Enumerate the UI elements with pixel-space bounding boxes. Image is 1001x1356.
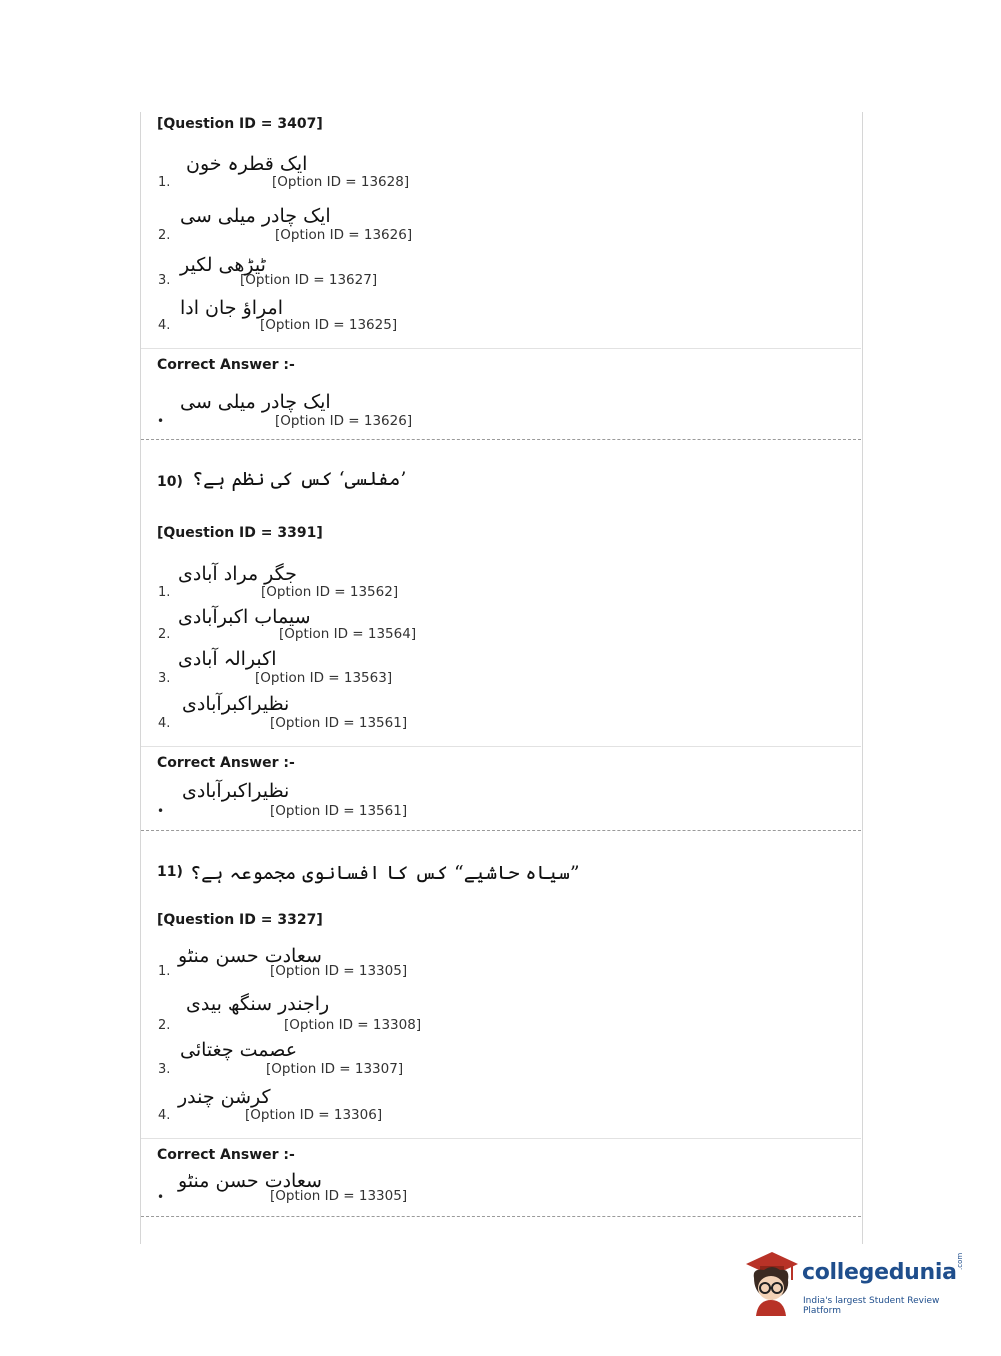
option-urdu-text: عصمت چغتائی (180, 1039, 298, 1061)
correct-urdu-text: سعادت حسن منٹو (178, 1170, 322, 1192)
option-urdu-text: جگر مراد آبادی (178, 563, 297, 585)
mascot-icon (742, 1250, 800, 1316)
correct-option-id: [Option ID = 13305] (270, 1188, 408, 1204)
option-urdu-text: راجندر سنگھ بیدی (186, 993, 330, 1015)
question-divider (141, 439, 861, 440)
option-id: [Option ID = 13562] (261, 584, 399, 600)
option-id: [Option ID = 13626] (275, 227, 413, 243)
divider (141, 348, 861, 349)
option-id: [Option ID = 13625] (260, 317, 398, 333)
option-id: [Option ID = 13628] (272, 174, 410, 190)
option-id: [Option ID = 13561] (270, 715, 408, 731)
logo-wordmark: collegedunia (802, 1260, 957, 1285)
option-id: [Option ID = 13308] (284, 1017, 422, 1033)
option-urdu-text: اکبرالہ آبادی (178, 648, 277, 670)
option-number: 4. (158, 318, 171, 333)
correct-option-id: [Option ID = 13561] (270, 803, 408, 819)
collegedunia-logo (742, 1250, 972, 1320)
divider (141, 746, 861, 747)
option-number: 4. (158, 716, 171, 731)
option-number: 3. (158, 1062, 171, 1077)
logo-suffix: .com (956, 1252, 964, 1270)
option-number: 3. (158, 273, 171, 288)
option-urdu-text: ایک چادر میلی سی (180, 205, 331, 227)
question-text: ’مفلسی‘ کس کی نظم ہے؟ (192, 468, 407, 490)
question-divider (141, 1216, 861, 1217)
option-urdu-text: سیماب اکبرآبادی (178, 606, 311, 628)
option-number: 1. (158, 964, 171, 979)
correct-urdu-text: نظیراکبرآبادی (182, 780, 290, 802)
correct-answer-label: Correct Answer :- (157, 357, 295, 373)
option-number: 2. (158, 228, 171, 243)
logo-tagline: India's largest Student Review Platform (803, 1296, 940, 1316)
question-id: [Question ID = 3391] (157, 525, 323, 541)
option-urdu-text: ٹیڑھی لکیر (180, 254, 266, 276)
correct-answer-label: Correct Answer :- (157, 1147, 295, 1163)
bullet: • (157, 414, 165, 428)
question-divider (141, 830, 861, 831)
bullet: • (157, 1190, 165, 1204)
option-urdu-text: امراؤ جان ادا (180, 297, 283, 319)
option-id: [Option ID = 13307] (266, 1061, 404, 1077)
bullet: • (157, 804, 165, 818)
divider (141, 1138, 861, 1139)
option-urdu-text: کرشن چندر (178, 1086, 271, 1108)
correct-answer-label: Correct Answer :- (157, 755, 295, 771)
option-urdu-text: ایک قطرہ خون (186, 153, 308, 175)
option-urdu-text: نظیراکبرآبادی (182, 693, 290, 715)
question-id: [Question ID = 3407] (157, 116, 323, 132)
question-id: [Question ID = 3327] (157, 912, 323, 928)
option-number: 2. (158, 627, 171, 642)
correct-urdu-text: ایک چادر میلی سی (180, 391, 331, 413)
option-id: [Option ID = 13564] (279, 626, 417, 642)
option-number: 1. (158, 585, 171, 600)
option-urdu-text: سعادت حسن منٹو (178, 945, 322, 967)
question-text: ”سیاہ حاشیے“ کس کا افسانوی مجموعہ ہے؟ (190, 862, 580, 884)
correct-option-id: [Option ID = 13626] (275, 413, 413, 429)
option-number: 3. (158, 671, 171, 686)
question-number: 11) (157, 864, 183, 880)
option-number: 2. (158, 1018, 171, 1033)
option-id: [Option ID = 13305] (270, 963, 408, 979)
option-id: [Option ID = 13306] (245, 1107, 383, 1123)
option-number: 4. (158, 1108, 171, 1123)
option-id: [Option ID = 13563] (255, 670, 393, 686)
option-id: [Option ID = 13627] (240, 272, 378, 288)
option-number: 1. (158, 175, 171, 190)
question-number: 10) (157, 474, 183, 490)
